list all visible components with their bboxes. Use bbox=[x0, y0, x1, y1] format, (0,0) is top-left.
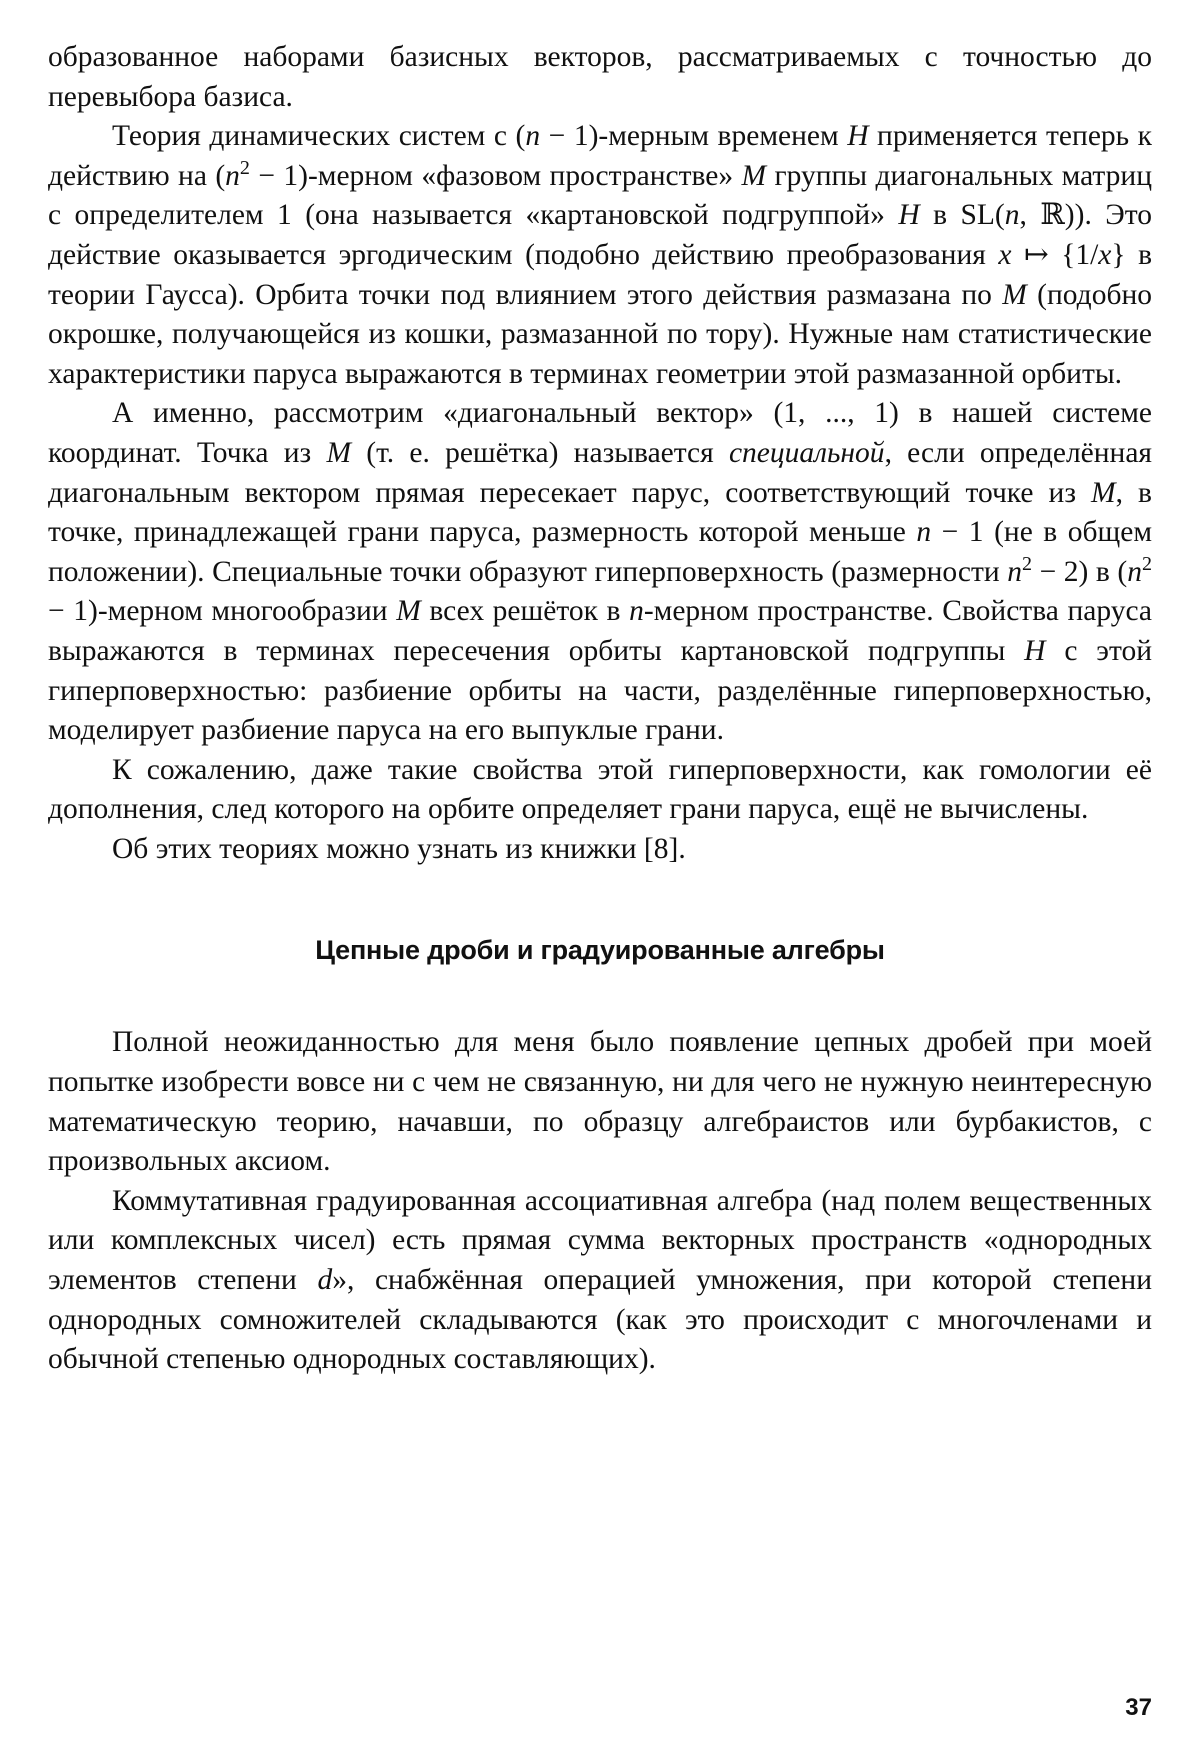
math-symbol: H bbox=[1024, 634, 1046, 667]
math-symbol: n bbox=[225, 159, 240, 192]
math-symbol: H bbox=[847, 120, 869, 153]
text-run: Коммутативная градуированная ассоциативная алгебра (над полем вещественных или комплексных чисел) есть прямая сумма векторных пространств «однородных элементов степени bbox=[48, 1184, 1152, 1297]
math-symbol: H bbox=[898, 199, 920, 232]
text-run: , если определённая диагональным вектором прямая пересекает парус, соответствующий точке из bbox=[48, 436, 1153, 509]
text-run: − 1 (не в общем положении). Специальные точки образуют гиперповерхность (размерности bbox=[48, 516, 1152, 588]
paragraph bbox=[48, 751, 1152, 830]
paragraph bbox=[48, 394, 1152, 750]
math-symbol: n bbox=[1127, 555, 1142, 588]
text-run: − 2) в ( bbox=[1032, 555, 1128, 588]
math-symbol: n bbox=[629, 595, 644, 628]
section-heading: Цепные дроби и градуированные алгебры bbox=[315, 935, 885, 966]
math-symbol: x bbox=[1098, 238, 1112, 271]
math-symbol: M bbox=[1091, 476, 1116, 509]
paragraph bbox=[48, 1023, 1152, 1181]
paragraph bbox=[48, 830, 1152, 870]
text-run: − 1)-мерном многообразии bbox=[48, 595, 397, 628]
paragraph bbox=[48, 38, 1152, 117]
text-run: , ℝ)). Это действие оказывается эргодическим (подобно действию преобразования bbox=[48, 199, 1152, 271]
paragraph bbox=[48, 117, 1152, 394]
text-run: с этой гиперповерхностью: разбиение орбиты на части, разделённые гиперповерхностью, моделирует разбиение паруса на его выпуклые грани. bbox=[48, 634, 1152, 747]
math-symbol: d bbox=[317, 1264, 333, 1297]
text-run: , в точке, принадлежащей грани паруса, размерность которой меньше bbox=[48, 476, 1152, 549]
text-run: образованное наборами базисных векторов, рассматриваемых с точностью до перевыбора базиса. bbox=[48, 41, 1152, 113]
text-run: в SL( bbox=[919, 199, 1005, 232]
math-symbol: M bbox=[326, 436, 352, 469]
page-body bbox=[48, 38, 1152, 1380]
superscript: 2 bbox=[239, 156, 250, 179]
text-run: А именно, рассмотрим «диагональный вектор» (1, ..., 1) в нашей системе координат. Точка из bbox=[48, 397, 1152, 469]
math-symbol: M bbox=[1002, 278, 1027, 311]
text-run: К сожалению, даже такие свойства этой гиперповерхности, как гомологии её дополнения, след которого на орбите определяет грани паруса, ещё не вычислены. bbox=[48, 753, 1152, 826]
math-symbol: n bbox=[916, 516, 932, 549]
text-run: », снабжённая операцией умножения, при которой степени однородных сомножителей складываются (как это происходит с многочленами и обычной степенью однородных составляющих). bbox=[48, 1264, 1153, 1376]
text-run: (подобно окрошке, получающейся из кошки, размазанной по тору). Нужные нам статистические характеристики паруса выражаются в терминах геометрии этой размазанной орбиты. bbox=[48, 278, 1152, 390]
text-run: Полной неожиданностью для меня было появление цепных дробей при моей попытке изобрести вовсе ни с чем не связанную, ни для чего не нужную неинтересную математическую теорию, начавши, по образцу алгебраистов или бурбакистов, с произвольных аксиом. bbox=[48, 1026, 1152, 1178]
math-symbol: n bbox=[525, 120, 541, 153]
superscript: 2 bbox=[1021, 552, 1032, 575]
text-run: } в теории Гаусса). Орбита точки под влиянием этого действия размазана по bbox=[48, 238, 1152, 311]
paragraph bbox=[48, 1182, 1152, 1380]
text-run: Теория динамических систем с ( bbox=[112, 120, 526, 153]
text-run: Об этих теориях можно узнать из книжки [8]. bbox=[112, 832, 686, 865]
text-run: -мерном пространстве. Свойства паруса выражаются в терминах пересечения орбиты картановской подгруппы bbox=[48, 595, 1152, 667]
math-symbol: n bbox=[1007, 555, 1022, 588]
page-number: 37 bbox=[1125, 1694, 1152, 1721]
math-symbol: M bbox=[741, 159, 767, 192]
math-symbol: x bbox=[998, 238, 1012, 271]
text-run: − 1)-мерным временем bbox=[540, 120, 848, 153]
text-run: всех решёток в bbox=[420, 595, 630, 628]
text-run: (т. е. решётка) называется bbox=[351, 436, 729, 469]
text-run: − 1)-мерном «фазовом пространстве» bbox=[249, 159, 742, 192]
text-run: ↦ {1/ bbox=[1011, 238, 1099, 271]
text-run: группы диагональных матриц с определителем 1 (она называется «картановской подгруппой» bbox=[48, 159, 1152, 232]
text-run: применяется теперь к действию на ( bbox=[48, 120, 1152, 192]
math-symbol: n bbox=[1004, 199, 1020, 232]
superscript: 2 bbox=[1141, 552, 1152, 575]
math-symbol: M bbox=[396, 595, 421, 628]
emphasis: специальной bbox=[728, 436, 885, 469]
